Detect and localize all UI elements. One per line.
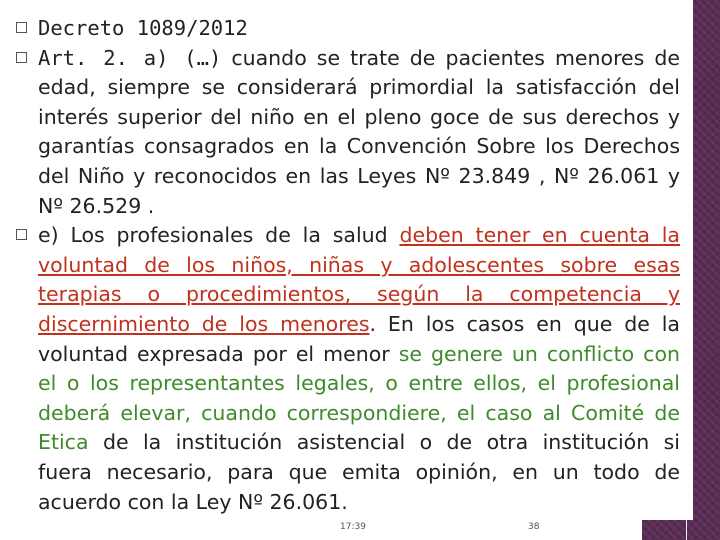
bullet-square-icon (16, 22, 27, 33)
item-e-line-9: fuera necesario, para que emita opinión, en un todo de (38, 459, 680, 484)
bullet-decreto (16, 14, 680, 44)
bullet-square-icon (16, 52, 27, 63)
article-line-4: garantías consagrados en la Convención Sobre los Derechos (38, 134, 680, 159)
item-e-line-5 (38, 340, 680, 370)
green-text: Etica (38, 430, 89, 455)
highlighted-text: deben tener en cuenta la (399, 223, 680, 248)
item-e-text: . En los casos en que de la (369, 311, 680, 336)
item-e-line-3: terapias o procedimientos, según la competencia y (38, 282, 680, 307)
item-e-line-8 (38, 428, 680, 458)
article-line-2: edad, siempre se considerará primordial la satisfacción del (38, 75, 680, 100)
highlighted-text: discernimiento de los menores (38, 311, 370, 336)
bullet-item-e (16, 221, 680, 517)
item-e-text: Los profesionales de la salud (58, 223, 400, 248)
bullet-article-2 (16, 44, 680, 222)
item-e-line-7: deberá elevar, cuando correspondiere, el caso al Comité de (38, 400, 680, 425)
green-text: se genere un conflicto con (398, 341, 680, 366)
item-e-text: de la institución asistencial o de otra institución si (88, 430, 680, 455)
item-e-heading: e) (38, 223, 59, 248)
article-line-6: Nº 26.529 . (38, 193, 155, 218)
item-e-line-1 (38, 221, 680, 251)
article-text: cuando se trate de pacientes menores de (221, 45, 680, 70)
footer-page-number: 38 (528, 522, 540, 532)
article-line-3: interés superior del niño en el pleno goce de sus derechos y (38, 104, 680, 129)
item-e-line-6: el o los representantes legales, o entre ellos, el profesional (38, 371, 680, 396)
bullet-square-icon (16, 229, 27, 240)
item-e-text: voluntad expresada por el menor (38, 341, 399, 366)
slide-body (16, 14, 680, 517)
item-e-line-4 (38, 310, 680, 340)
item-e-line-2: voluntad de los niños, niñas y adolescentes sobre esas (38, 252, 680, 277)
article-heading: Art. 2. a) (…) (38, 45, 222, 70)
decreto-heading: Decreto 1089/2012 (38, 16, 248, 40)
article-line-5: del Niño y reconocidos en las Leyes Nº 23.849 , Nº 26.061 y (38, 163, 680, 188)
article-line-1 (38, 44, 680, 74)
footer-time: 17:39 (340, 522, 366, 532)
item-e-line-10: acuerdo con la Ley Nº 26.061. (38, 489, 348, 514)
